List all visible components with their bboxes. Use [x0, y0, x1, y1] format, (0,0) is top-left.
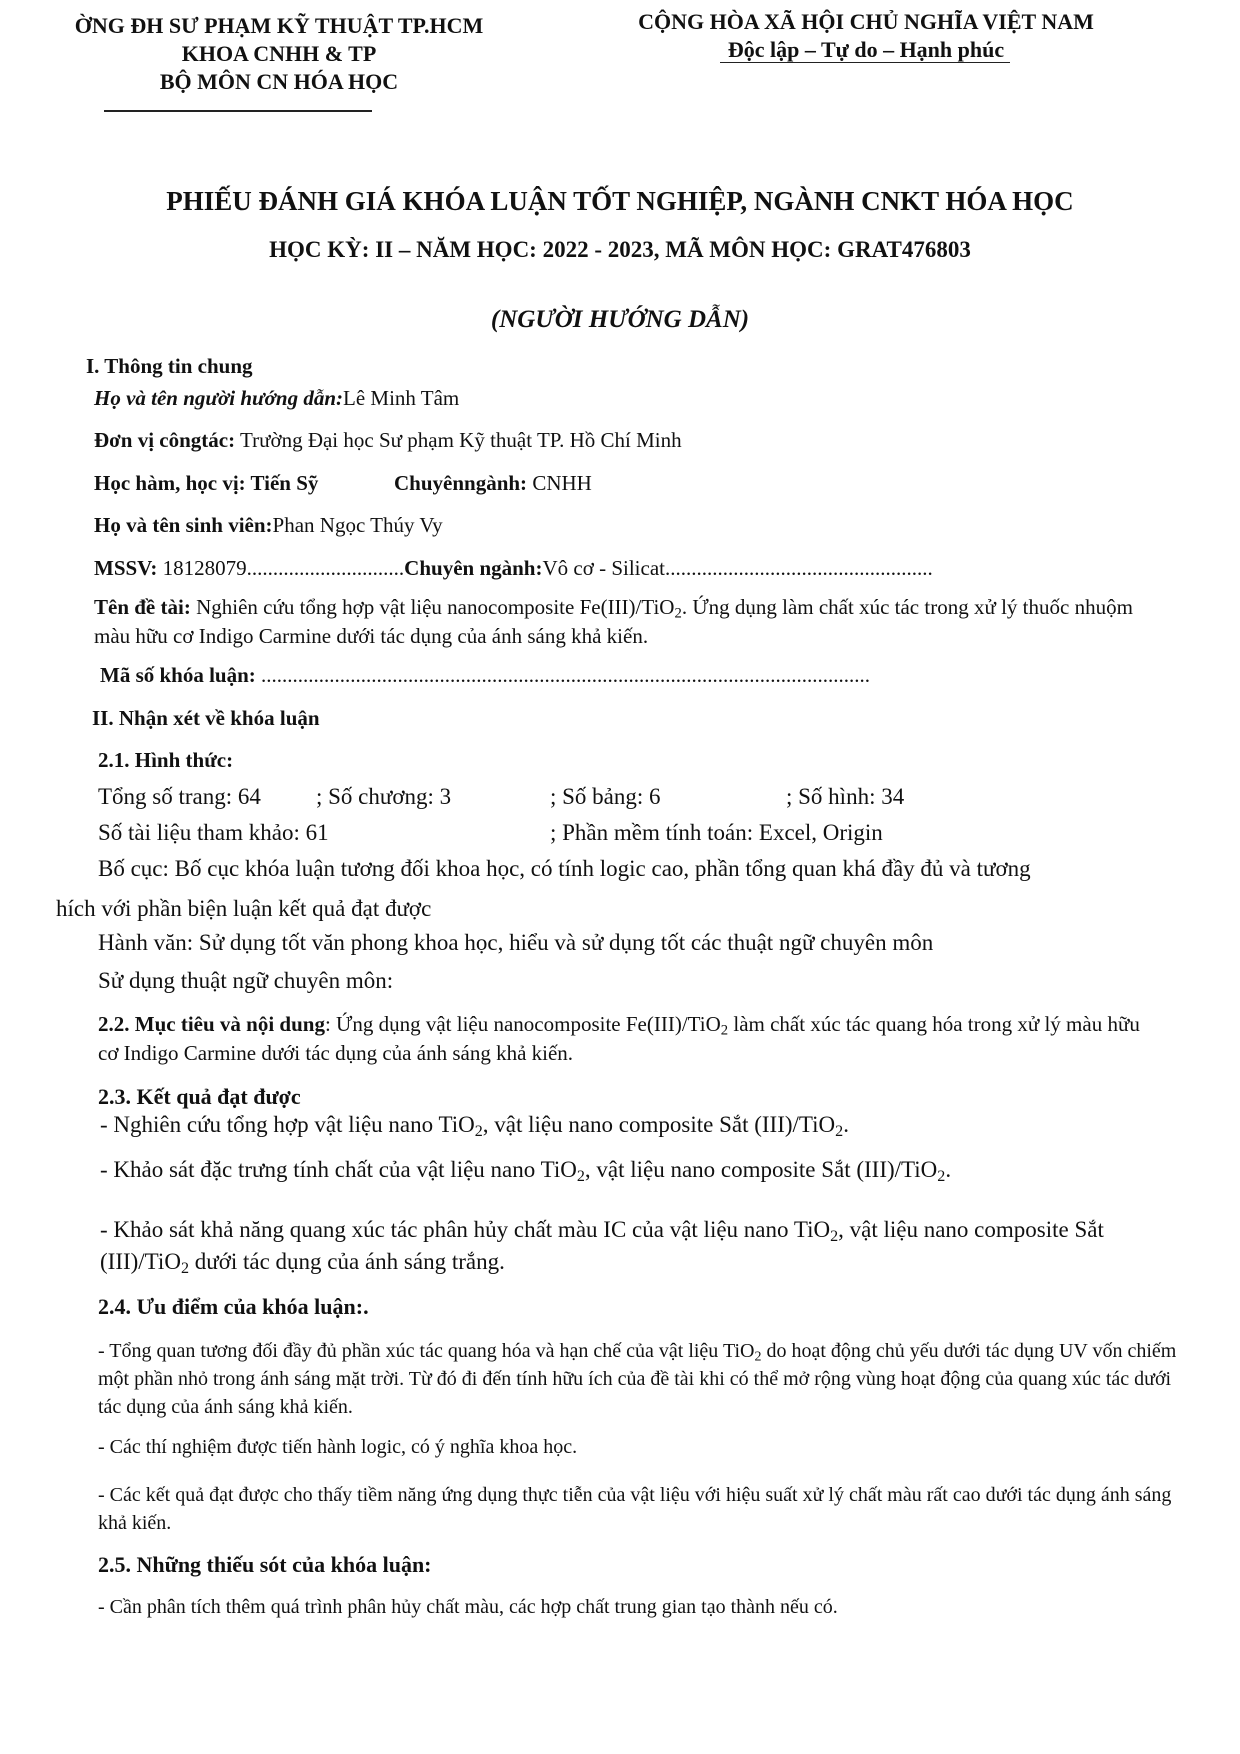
- advantage-1-text-a: - Tổng quan tương đối đầy đủ phần xúc tác quang hóa và hạn chế của vật liệu TiO: [98, 1340, 755, 1362]
- weaknesses-heading: 2.5. Những thiếu sót của khóa luận:: [98, 1552, 432, 1577]
- department-name: BỘ MÔN CN HÓA HỌC: [159, 69, 399, 94]
- topic-text-2: . Ứng dụng làm chất xúc tác trong xử lý thuốc nhuộm màu hữu cơ Indigo Carmine dưới tác dụng của ánh sáng khả kiến.: [94, 595, 1133, 648]
- result-3-text-a: - Khảo sát khả năng quang xúc tác phân hủy chất màu IC của vật liệu nano TiO: [100, 1217, 831, 1242]
- result-2-text-a: - Khảo sát đặc trưng tính chất của vật liệu nano TiO: [100, 1157, 577, 1182]
- degree-label: Học hàm, học vị:: [94, 471, 246, 495]
- form-title: PHIẾU ĐÁNH GIÁ KHÓA LUẬN TỐT NGHIỆP, NGÀNH CNKT HÓA HỌC: [166, 186, 1074, 216]
- result-3-text-c: dưới tác dụng của ánh sáng trắng.: [188, 1249, 505, 1274]
- result-item-3: [100, 1214, 1140, 1278]
- degree-value: Tiến Sỹ: [245, 471, 319, 495]
- reference-count: Số tài liệu tham khảo: 61: [98, 820, 329, 845]
- subscript: 2: [830, 1228, 839, 1246]
- subscript: 2: [180, 1260, 189, 1278]
- goal-text-2: làm chất xúc tác quang hóa trong xử lý màu hữu cơ Indigo Carmine dưới tác dụng của ánh sáng khả kiến.: [98, 1012, 1140, 1065]
- advisor-label: Họ và tên người hướng dẫn:: [94, 386, 343, 410]
- student-row: [94, 513, 443, 538]
- specialty-row: [394, 471, 592, 496]
- unit-value: Trường Đại học Sư phạm Kỹ thuật TP. Hồ Chí Minh: [235, 428, 682, 452]
- major-value: Vô cơ - Silicat...................................................: [542, 556, 933, 580]
- section2-heading: II. Nhận xét về khóa luận: [92, 706, 320, 730]
- thesis-code-dots: ....................................................................................................................: [261, 663, 871, 687]
- style-comment: Hành văn: Sử dụng tốt văn phong khoa học, hiểu và sử dụng tốt các thuật ngữ chuyên môn: [98, 930, 934, 955]
- topic-label: Tên đề tài:: [94, 595, 191, 619]
- advantage-item-1: [98, 1337, 1183, 1421]
- advantage-1-text-b: do hoạt động chủ yếu dưới tác dụng UV vốn chiếm một phần nhỏ trong ánh sáng mặt trời. Từ đó đi đến tính hữu ích của đề tài khi có thể mở rộng vùng hoạt động của quang xúc tác dưới tác dụng của ánh sáng khả kiến.: [98, 1340, 1177, 1418]
- layout-comment-cont: hích với phần biện luận kết quả đạt được: [56, 896, 432, 921]
- advantage-item-2: - Các thí nghiệm được tiến hành logic, có ý nghĩa khoa học.: [98, 1436, 578, 1458]
- mssv-row: [94, 556, 933, 581]
- header-left: [54, 12, 504, 96]
- topic-text-1: Nghiên cứu tổng hợp vật liệu nanocomposite Fe(III)/TiO: [190, 595, 675, 619]
- student-label: Họ và tên sinh viên:: [94, 513, 273, 537]
- weakness-item-1: - Cần phân tích thêm quá trình phân hủy chất màu, các hợp chất trung gian tạo thành nếu có.: [98, 1596, 838, 1618]
- chapter-count: ; Số chương: 3: [316, 784, 452, 809]
- subscript: 2: [835, 1123, 844, 1141]
- table-count: ; Số bảng: 6: [550, 784, 661, 809]
- subscript: 2: [754, 1349, 762, 1365]
- subscript: 2: [474, 1123, 483, 1141]
- major-label: Chuyên ngành:: [404, 556, 543, 580]
- topic-row: [94, 593, 1154, 651]
- advantages-heading: 2.4. Ưu điểm của khóa luận:.: [98, 1294, 369, 1319]
- mssv-label: MSSV:: [94, 556, 163, 580]
- layout-comment: Bố cục: Bố cục khóa luận tương đối khoa học, có tính logic cao, phần tổng quan khá đầy đủ và tương: [98, 856, 1031, 881]
- result-item-2: [100, 1157, 952, 1186]
- header-right-rule: [720, 62, 1010, 63]
- result-1-text-c: .: [843, 1112, 849, 1137]
- unit-row: [94, 428, 682, 453]
- form-heading: 2.1. Hình thức:: [98, 748, 234, 772]
- subscript: 2: [674, 605, 682, 622]
- goal-row: [98, 1010, 1148, 1068]
- result-2-text-b: , vật liệu nano composite Sắt (III)/TiO: [584, 1157, 938, 1182]
- figure-count: ; Số hình: 34: [786, 784, 905, 809]
- advisor-row: [94, 386, 459, 411]
- motto: Độc lập – Tự do – Hạnh phúc: [727, 37, 1005, 62]
- degree-row: [94, 471, 318, 496]
- header-left-rule: [104, 110, 372, 112]
- result-heading: 2.3. Kết quả đạt được: [98, 1084, 301, 1109]
- terms-comment: Sử dụng thuật ngữ chuyên môn:: [98, 968, 394, 993]
- software-used: ; Phần mềm tính toán: Excel, Origin: [550, 820, 883, 845]
- thesis-code-row: [100, 663, 1140, 688]
- country-name: CỘNG HÒA XÃ HỘI CHỦ NGHĨA VIỆT NAM: [638, 9, 1094, 34]
- specialty-label: Chuyênngành:: [394, 471, 528, 495]
- advisor-value: Lê Minh Tâm: [343, 386, 460, 410]
- page-count: Tổng số trang: 64: [98, 784, 261, 809]
- mssv-value: 18128079..............................: [162, 556, 405, 580]
- form-subtitle: HỌC KỲ: II – NĂM HỌC: 2022 - 2023, MÃ MÔN HỌC: GRAT476803: [269, 237, 971, 262]
- faculty-name: KHOA CNHH & TP: [181, 41, 377, 66]
- header-right: [606, 8, 1126, 64]
- unit-label: Đơn vị côngtác:: [94, 428, 236, 452]
- subscript: 2: [937, 1168, 946, 1186]
- specialty-value: CNHH: [527, 471, 592, 495]
- result-1-text-b: , vật liệu nano composite Sắt (III)/TiO: [482, 1112, 836, 1137]
- form-role: (NGƯỜI HƯỚNG DẪN): [490, 306, 750, 333]
- student-value: Phan Ngọc Thúy Vy: [272, 513, 443, 537]
- university-name: ỜNG ĐH SƯ PHẠM KỸ THUẬT TP.HCM: [74, 13, 484, 38]
- goal-text-1: : Ứng dụng vật liệu nanocomposite Fe(III)/TiO: [324, 1012, 721, 1036]
- goal-heading: 2.2. Mục tiêu và nội dung: [98, 1012, 325, 1036]
- thesis-code-label: Mã số khóa luận:: [100, 663, 262, 687]
- section1-heading: I. Thông tin chung: [86, 354, 253, 378]
- result-2-text-c: .: [945, 1157, 952, 1182]
- subscript: 2: [720, 1022, 729, 1039]
- subscript: 2: [576, 1168, 585, 1186]
- result-item-1: [100, 1112, 849, 1141]
- result-1-text-a: - Nghiên cứu tổng hợp vật liệu nano TiO: [100, 1112, 475, 1137]
- advantage-item-3: - Các kết quả đạt được cho thấy tiềm năng ứng dụng thực tiễn của vật liệu với hiệu suất xử lý chất màu rất cao dưới tác dụng ánh sáng khả kiến.: [98, 1484, 1172, 1534]
- result-3-text-b: , vật liệu nano composite Sắt (III)/TiO: [100, 1217, 1104, 1274]
